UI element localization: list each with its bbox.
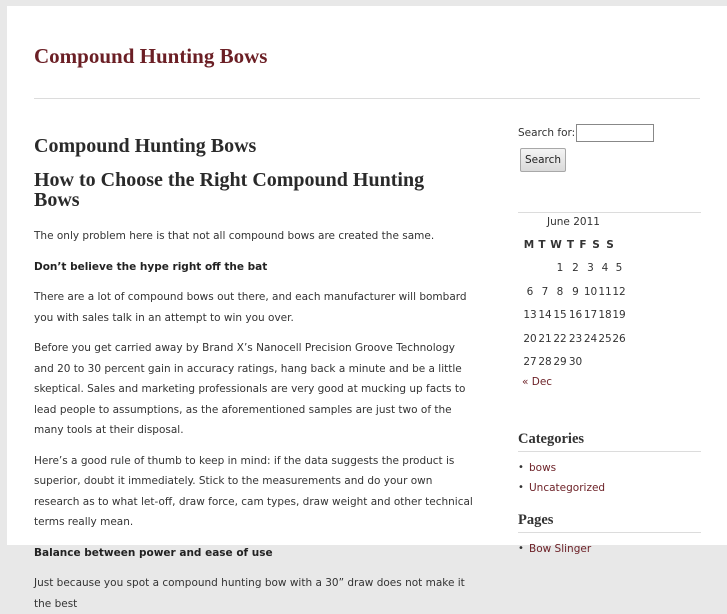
categories-list [518,458,701,498]
bullet-icon: • [518,462,524,473]
calendar-weekday: T [538,238,546,251]
categories-title: Categories [518,431,701,452]
calendar-prev-link[interactable]: « Dec [522,376,553,388]
paragraph: Here’s a good rule of thumb to keep in mind: if the data suggests the product is superior, doubt it immediately. Stick to the measurements and do your own research as to what let-off, draw force, cam types, draw weight and other technical terms really mean. [34,454,473,528]
calendar-day: 25 [598,332,612,345]
post-title[interactable]: Compound Hunting Bows [34,135,257,157]
section-heading: Balance between power and ease of use [34,546,273,559]
calendar-week-row [518,327,701,351]
calendar-weekday: T [566,238,575,251]
bullet-icon: • [518,482,524,493]
calendar-day: 4 [601,262,609,275]
calendar-weekday: F [579,238,587,251]
calendar-day: 26 [612,332,626,345]
calendar-day: 11 [598,285,612,298]
calendar-weekday-row [518,233,701,257]
calendar-day: 5 [615,262,623,275]
calendar-day: 18 [598,309,612,322]
calendar-day: 23 [568,332,583,345]
search-label: Search for: [518,127,576,139]
calendar-day: 22 [553,332,567,345]
calendar-day: 8 [556,285,564,298]
calendar-day: 17 [583,309,598,322]
calendar-weekday: M [523,238,535,251]
page [7,6,727,610]
calendar-day: 20 [523,332,537,345]
calendar-day: 24 [583,332,598,345]
paragraph: Before you get carried away by Brand X’s Nanocell Precision Groove Technology and 20 to 30 percent gain in accuracy ratings, hang back a minute and be a little skeptical. Sales and marketing professionals are very good at mucking up facts to lead people to assumptions, as the aforementioned samples are just two of the many tools at their disposal. [34,342,466,436]
calendar-day: 13 [523,309,537,322]
calendar-day: 16 [568,309,583,322]
calendar-week-row [518,304,701,328]
calendar-weekday: W [550,238,562,251]
search-form [518,123,701,143]
calendar-weekday: S [606,238,614,251]
calendar-week-row [518,257,701,281]
calendar-day: 12 [612,285,626,298]
calendar-caption: June 2011 [547,216,600,228]
calendar-week-row [518,280,701,304]
calendar-widget [518,212,701,388]
calendar-day: 3 [587,262,594,275]
page-link-label[interactable]: Bow Slinger [529,543,592,555]
categories-widget [518,431,701,498]
section-heading: Don’t believe the hype right off the bat [34,260,268,273]
pages-widget [518,512,701,559]
calendar-day: 1 [556,262,564,275]
calendar-day: 2 [572,262,579,275]
search-input[interactable] [576,124,654,142]
search-button[interactable]: Search [520,148,566,172]
calendar-weekday: S [592,238,600,251]
category-link[interactable] [518,458,701,478]
calendar-day: 10 [583,285,598,298]
category-link[interactable] [518,478,701,498]
calendar-day: 15 [553,309,567,322]
calendar-day: 28 [538,356,552,369]
pages-title: Pages [518,512,701,533]
calendar-day: 9 [572,285,579,298]
calendar-day: 30 [568,356,583,369]
calendar-day: 6 [526,285,534,298]
calendar-day: 19 [612,309,626,322]
calendar-day: 14 [538,309,552,322]
category-link-label[interactable]: Uncategorized [529,482,606,494]
calendar-day: 21 [538,332,552,345]
sidebar [518,123,701,555]
paragraph: Just because you spot a compound hunting bow with a 30” draw does not make it the best [34,577,465,610]
calendar-day: 7 [541,285,549,298]
page-link[interactable] [518,539,701,559]
post-subtitle: How to Choose the Right Compound Hunting Bows [34,169,425,211]
paragraph: There are a lot of compound bows out there, and each manufacturer will bombard you with sales talk in an attempt to win you over. [34,291,467,324]
calendar-day: 27 [523,356,537,369]
calendar-day: 29 [553,356,567,369]
header-divider [34,98,700,99]
paragraph: The only problem here is that not all compound bows are created the same. [34,230,435,242]
calendar-grid [518,257,701,375]
category-link-label[interactable]: bows [529,462,557,474]
pages-list [518,539,701,559]
bullet-icon: • [518,543,524,554]
main-content [34,134,474,614]
site-title[interactable]: Compound Hunting Bows [34,44,268,68]
calendar-week-row [518,351,701,375]
